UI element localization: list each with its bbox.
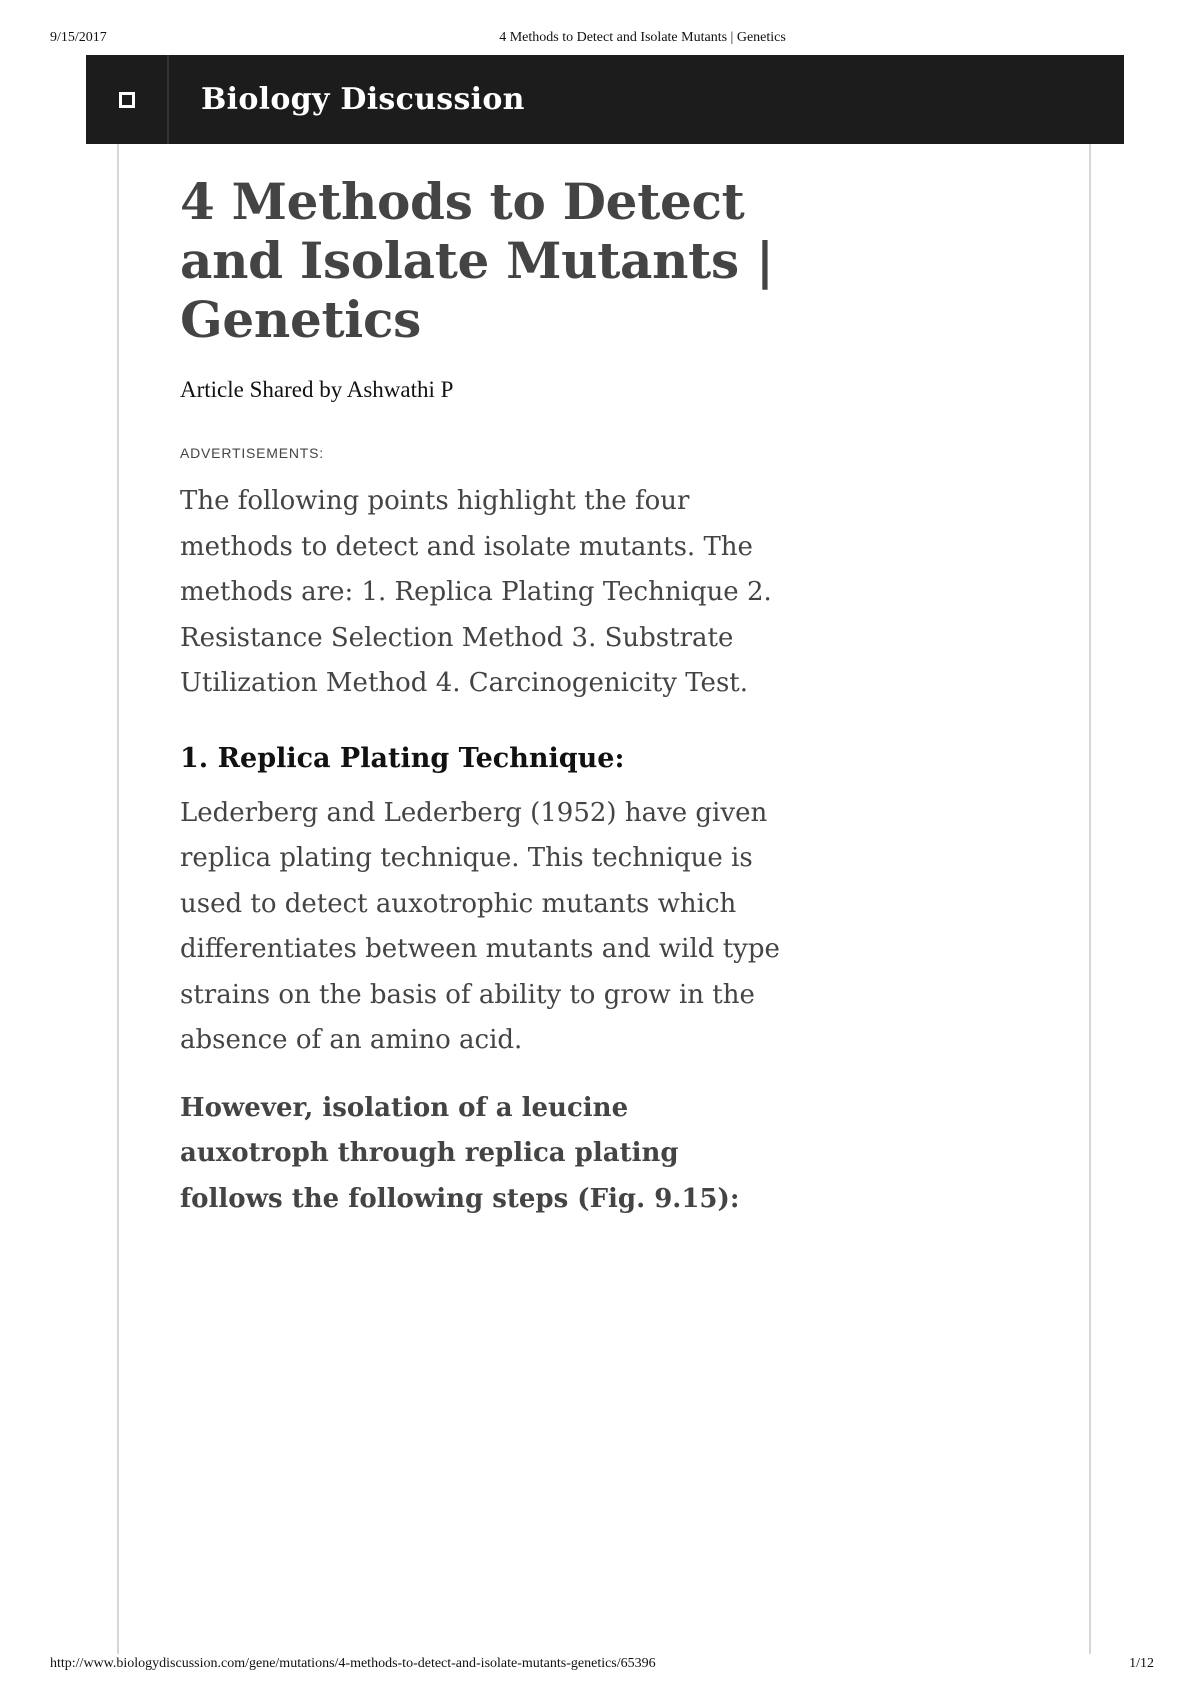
replica-plating-steps-lead: However, isolation of a leucine auxotroph through replica plating follows the following steps (Fig. 9.15): bbox=[180, 1092, 740, 1214]
print-date: 9/15/2017 bbox=[50, 30, 107, 45]
site-header-bar bbox=[86, 55, 1124, 144]
article-body bbox=[180, 172, 780, 1222]
intro-paragraph: The following points highlight the four methods to detect and isolate mutants. The methods are: 1. Replica Plating Technique 2. Resistance Selection Method 3. Substrate Utilization Method 4. Carcinogenicity Test. bbox=[180, 486, 772, 698]
replica-plating-paragraph: Lederberg and Lederberg (1952) have given replica plating technique. This technique is used to detect auxotrophic mutants which differentiates between mutants and wild type strains on the basis of ability to grow in the absence of an amino acid. bbox=[180, 797, 780, 1055]
article-title: 4 Methods to Detect and Isolate Mutants | Genetics bbox=[180, 172, 774, 349]
section-heading-replica-plating: 1. Replica Plating Technique: bbox=[180, 742, 625, 774]
menu-button[interactable] bbox=[86, 55, 169, 144]
print-page-number: 1/12 bbox=[1129, 1656, 1154, 1671]
menu-square-icon bbox=[119, 92, 135, 108]
print-url: http://www.biologydiscussion.com/gene/mutations/4-methods-to-detect-and-isolate-mutants-genetics/65396 bbox=[50, 1656, 656, 1671]
advertisements-label: ADVERTISEMENTS: bbox=[180, 445, 324, 461]
article-byline: Article Shared by Ashwathi P bbox=[180, 377, 454, 402]
print-header bbox=[0, 28, 1200, 50]
print-page-title: 4 Methods to Detect and Isolate Mutants | Genetics bbox=[499, 30, 786, 45]
site-name-link[interactable]: Biology Discussion bbox=[201, 82, 525, 117]
print-footer bbox=[0, 1656, 1200, 1676]
